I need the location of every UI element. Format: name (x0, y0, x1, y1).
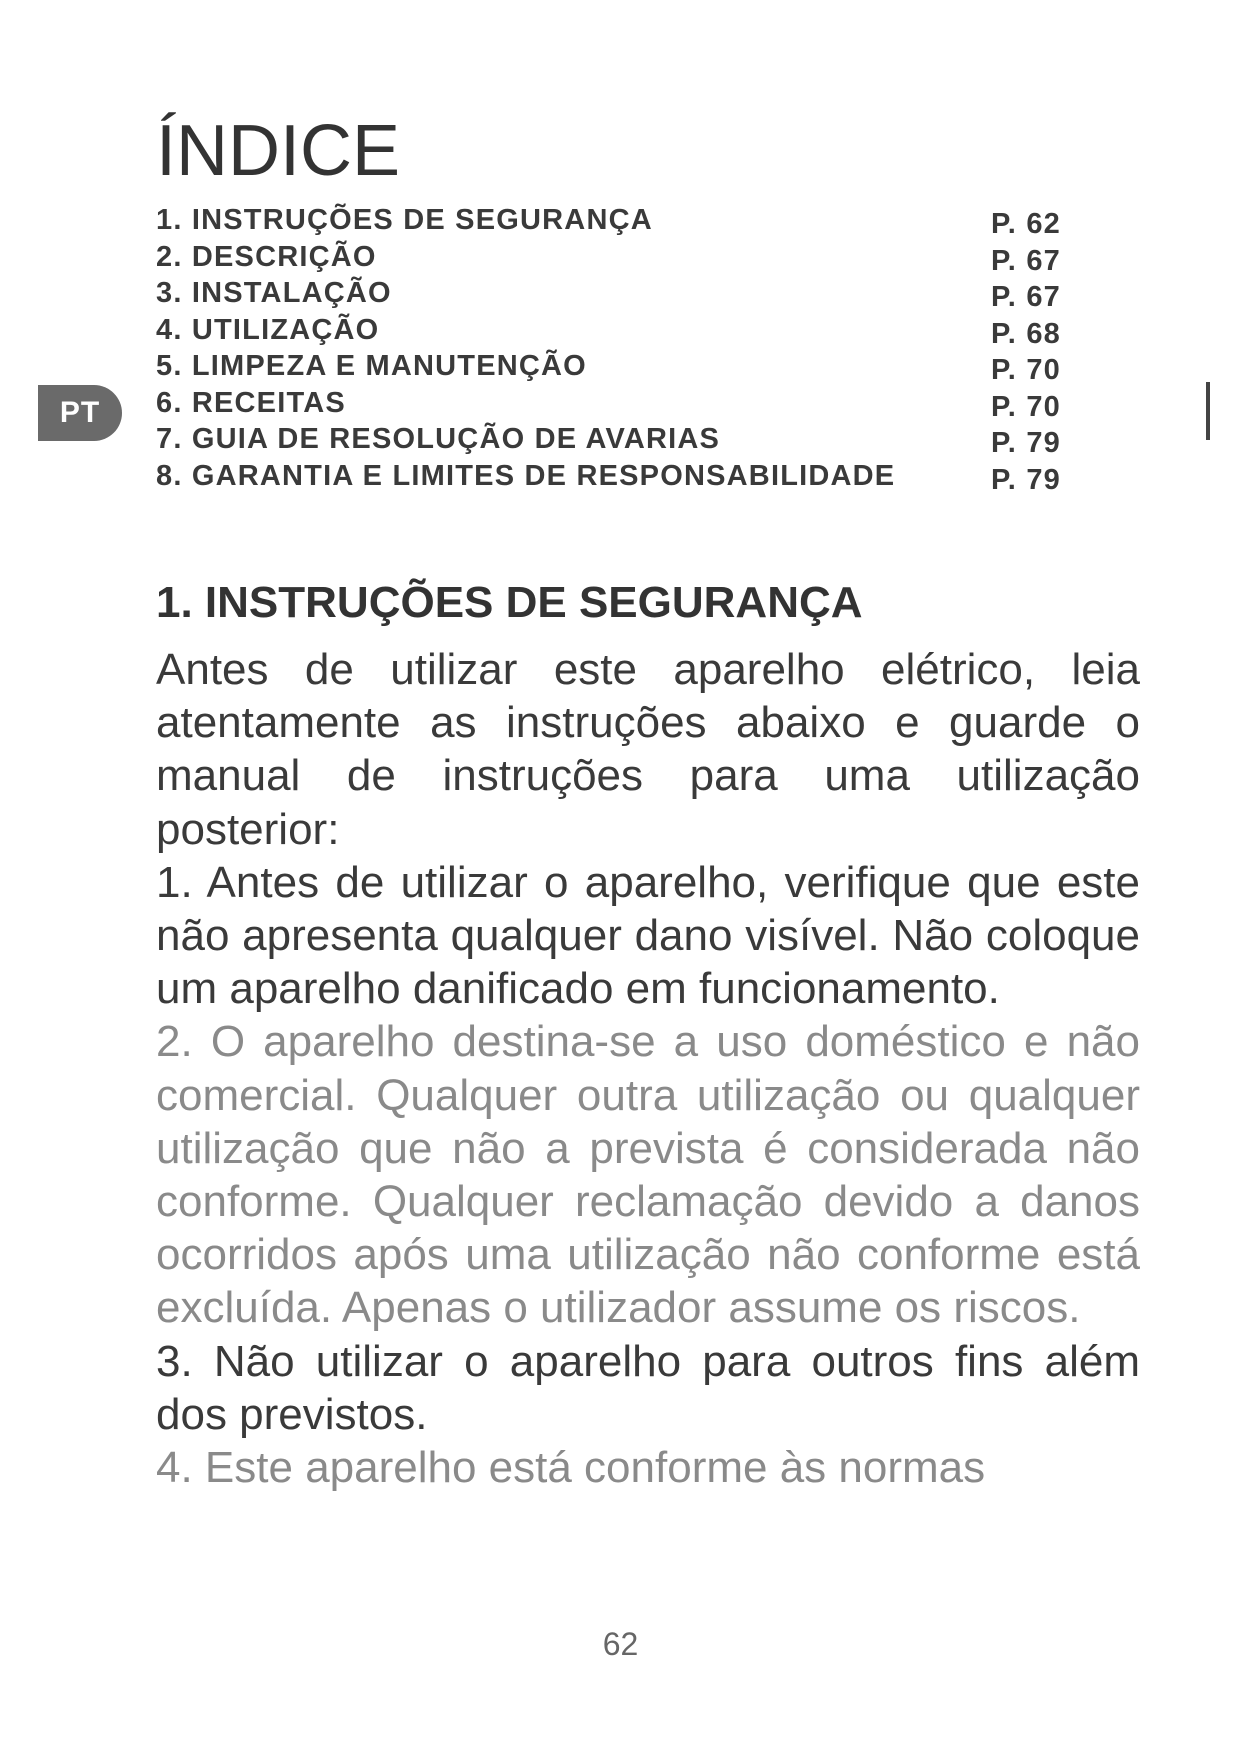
toc-entry-page: P. 67 (991, 244, 1061, 277)
table-of-contents (156, 202, 1086, 494)
section-body (156, 643, 1140, 1494)
toc-entry-page: P. 70 (991, 390, 1061, 423)
language-tab: PT (38, 385, 122, 441)
toc-entry-page: P. 70 (991, 354, 1061, 386)
toc-entry-page: P. 68 (991, 317, 1061, 350)
toc-entry-label: 6. RECEITAS (156, 386, 346, 419)
safety-item: 1. Antes de utilizar o aparelho, verifique que este não apresenta qualquer dano visível. Não coloque um aparelho danificado em funcionamento. (156, 857, 1140, 1014)
toc-entry[interactable] (156, 348, 1086, 385)
page-number: 62 (602, 1626, 639, 1662)
toc-entry-label: 8. GARANTIA E LIMITES DE RESPONSABILIDADE (156, 459, 896, 492)
toc-entry[interactable] (156, 385, 1086, 422)
toc-entry-label: 7. GUIA DE RESOLUÇÃO DE AVARIAS (156, 423, 721, 455)
toc-entry[interactable] (156, 421, 1086, 458)
page-edge-marker (1206, 382, 1210, 440)
toc-entry[interactable] (156, 312, 1086, 349)
toc-entry-label: 2. DESCRIÇÃO (156, 240, 377, 273)
toc-entry-page: P. 79 (991, 427, 1061, 459)
toc-entry-page: P. 79 (991, 463, 1061, 496)
index-title: ÍNDICE (156, 111, 401, 191)
toc-entry-label: 4. UTILIZAÇÃO (156, 313, 380, 346)
safety-item: 2. O aparelho destina-se a uso doméstico e não comercial. Qualquer outra utilização ou qualquer utilização que não a prevista é considerada não conforme. Qualquer reclamação devido a danos ocorridos após uma utilização não conforme está excluída. Apenas o utilizador assume os riscos. (156, 1017, 1140, 1333)
safety-item: 3. Não utilizar o aparelho para outros fins além dos previstos. (156, 1336, 1140, 1439)
toc-entry-page: P. 62 (991, 208, 1061, 240)
toc-entry[interactable] (156, 239, 1086, 276)
toc-entry[interactable] (156, 458, 1086, 495)
safety-item: 4. Este aparelho está conforme às normas (156, 1443, 986, 1493)
section-heading: 1. INSTRUÇÕES DE SEGURANÇA (156, 578, 863, 627)
toc-entry-label: 1. INSTRUÇÕES DE SEGURANÇA (156, 204, 653, 236)
toc-entry-label: 3. INSTALAÇÃO (156, 277, 392, 309)
intro-paragraph: Antes de utilizar este aparelho elétrico, leia atentamente as instruções abaixo e guarde o manual de instruções para uma utilização posterior: (156, 645, 1140, 854)
toc-entry-label: 5. LIMPEZA E MANUTENÇÃO (156, 350, 587, 382)
toc-entry[interactable] (156, 275, 1086, 312)
toc-entry[interactable] (156, 202, 1086, 239)
toc-entry-page: P. 67 (991, 281, 1061, 313)
